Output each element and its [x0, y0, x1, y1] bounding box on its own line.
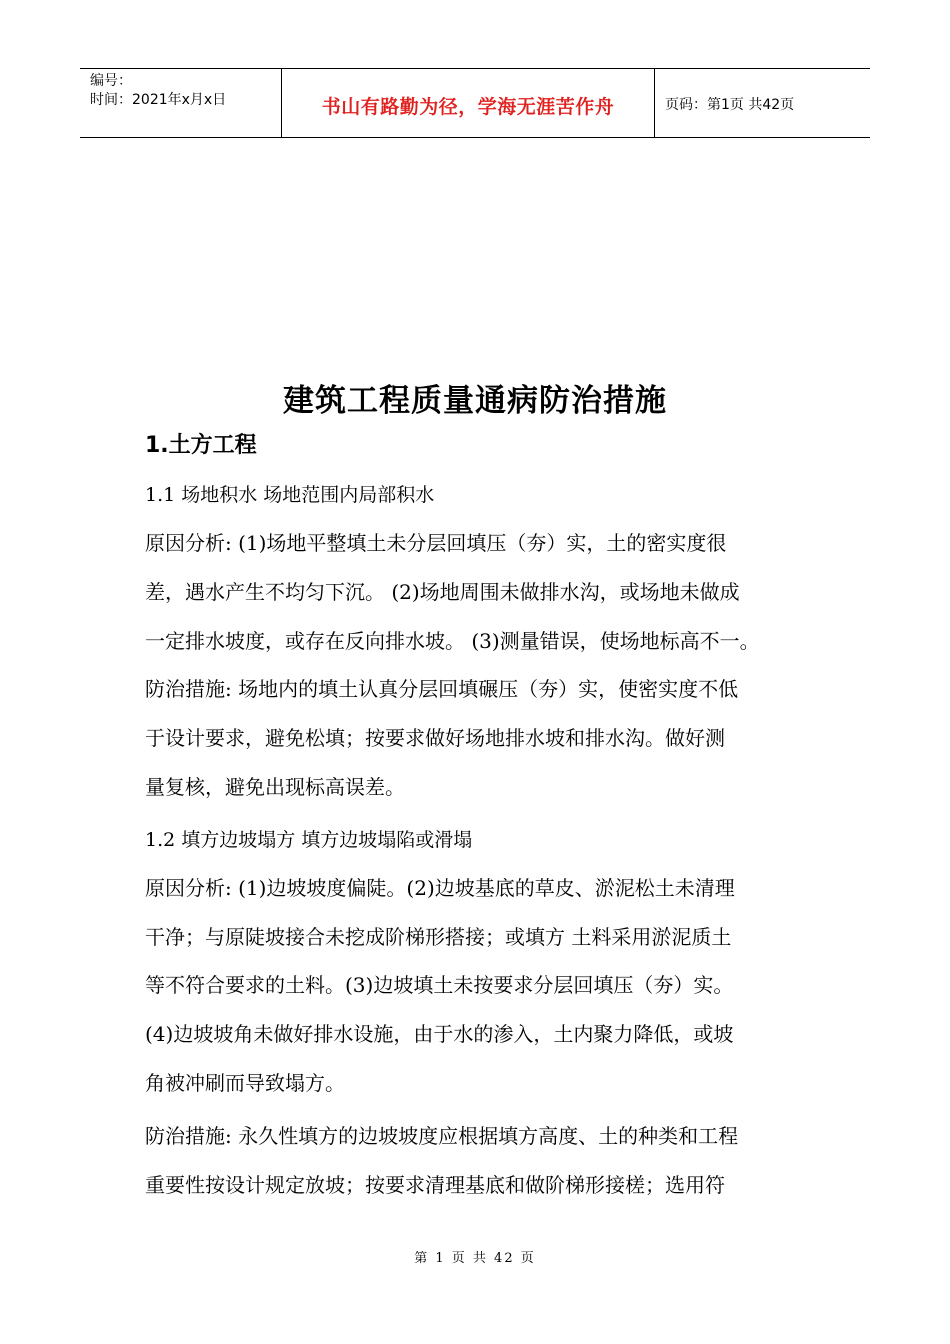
page-footer: 第 1 页 共 42 页 — [414, 1251, 536, 1266]
paragraph-line: 差，遇水产生不均匀下沉。 (2)场地周围未做排水沟，或场地未做成 — [145, 579, 740, 604]
paragraph-line: 量复核，避免出现标高误差。 — [145, 774, 405, 799]
subsection-heading: 1.2 填方边坡塌方 填方边坡塌陷或滑塌 — [145, 828, 473, 851]
header-motto-cell — [282, 69, 655, 137]
document-number-label: 编号： — [90, 73, 132, 89]
document-header — [80, 68, 870, 138]
paragraph-line: 等不符合要求的土料。(3)边坡填土未按要求分层回填压（夯）实。 — [145, 973, 734, 998]
paragraph-line: (4)边坡坡角未做好排水设施，由于水的渗入，土内聚力降低，或坡 — [145, 1022, 734, 1047]
paragraph-line: 原因分析: (1)场地平整填土未分层回填压（夯）实，土的密实度很 — [145, 531, 727, 555]
section-heading: 1.土方工程 — [145, 433, 257, 458]
paragraph-line: 防治措施: 永久性填方的边坡坡度应根据填方高度、土的种类和工程 — [145, 1123, 739, 1148]
cause-analysis-paragraph — [145, 864, 835, 1108]
paragraph-line: 防治措施: 场地内的填土认真分层回填碾压（夯）实，使密实度不低 — [145, 677, 739, 702]
header-page-cell — [655, 69, 870, 137]
paragraph-line: 角被冲刷而导致塌方。 — [145, 1070, 345, 1095]
paragraph-line: 于设计要求，避免松填；按要求做好场地排水坡和排水沟。做好测 — [145, 726, 725, 751]
paragraph-line: 一定排水坡度，或存在反向排水坡。 (3)测量错误，使场地标高不一。 — [145, 628, 760, 653]
paragraph-line: 原因分析: (1)边坡坡度偏陡。(2)边坡基底的草皮、淤泥松土未清理 — [145, 875, 735, 900]
paragraph-line: 重要性按设计规定放坡；按要求清理基底和做阶梯形接槎；选用符 — [145, 1172, 725, 1197]
document-title: 建筑工程质量通病防治措施 — [283, 383, 667, 419]
prevention-measures-paragraph — [145, 665, 835, 811]
prevention-measures-paragraph — [145, 1112, 835, 1210]
document-body — [145, 425, 835, 1209]
document-date-label: 时间：2021年x月x日 — [90, 92, 227, 108]
subsection-heading: 1.1 场地积水 场地范围内局部积水 — [145, 484, 435, 506]
cause-analysis-paragraph — [145, 519, 835, 665]
header-motto: 书山有路勤为径，学海无涯苦作舟 — [321, 96, 615, 118]
header-page-info: 页码：第1页 共42页 — [665, 97, 795, 113]
paragraph-line: 干净；与原陡坡接合未挖成阶梯形搭接；或填方 土料采用淤泥质土 — [145, 924, 732, 949]
header-meta-cell — [80, 69, 282, 137]
